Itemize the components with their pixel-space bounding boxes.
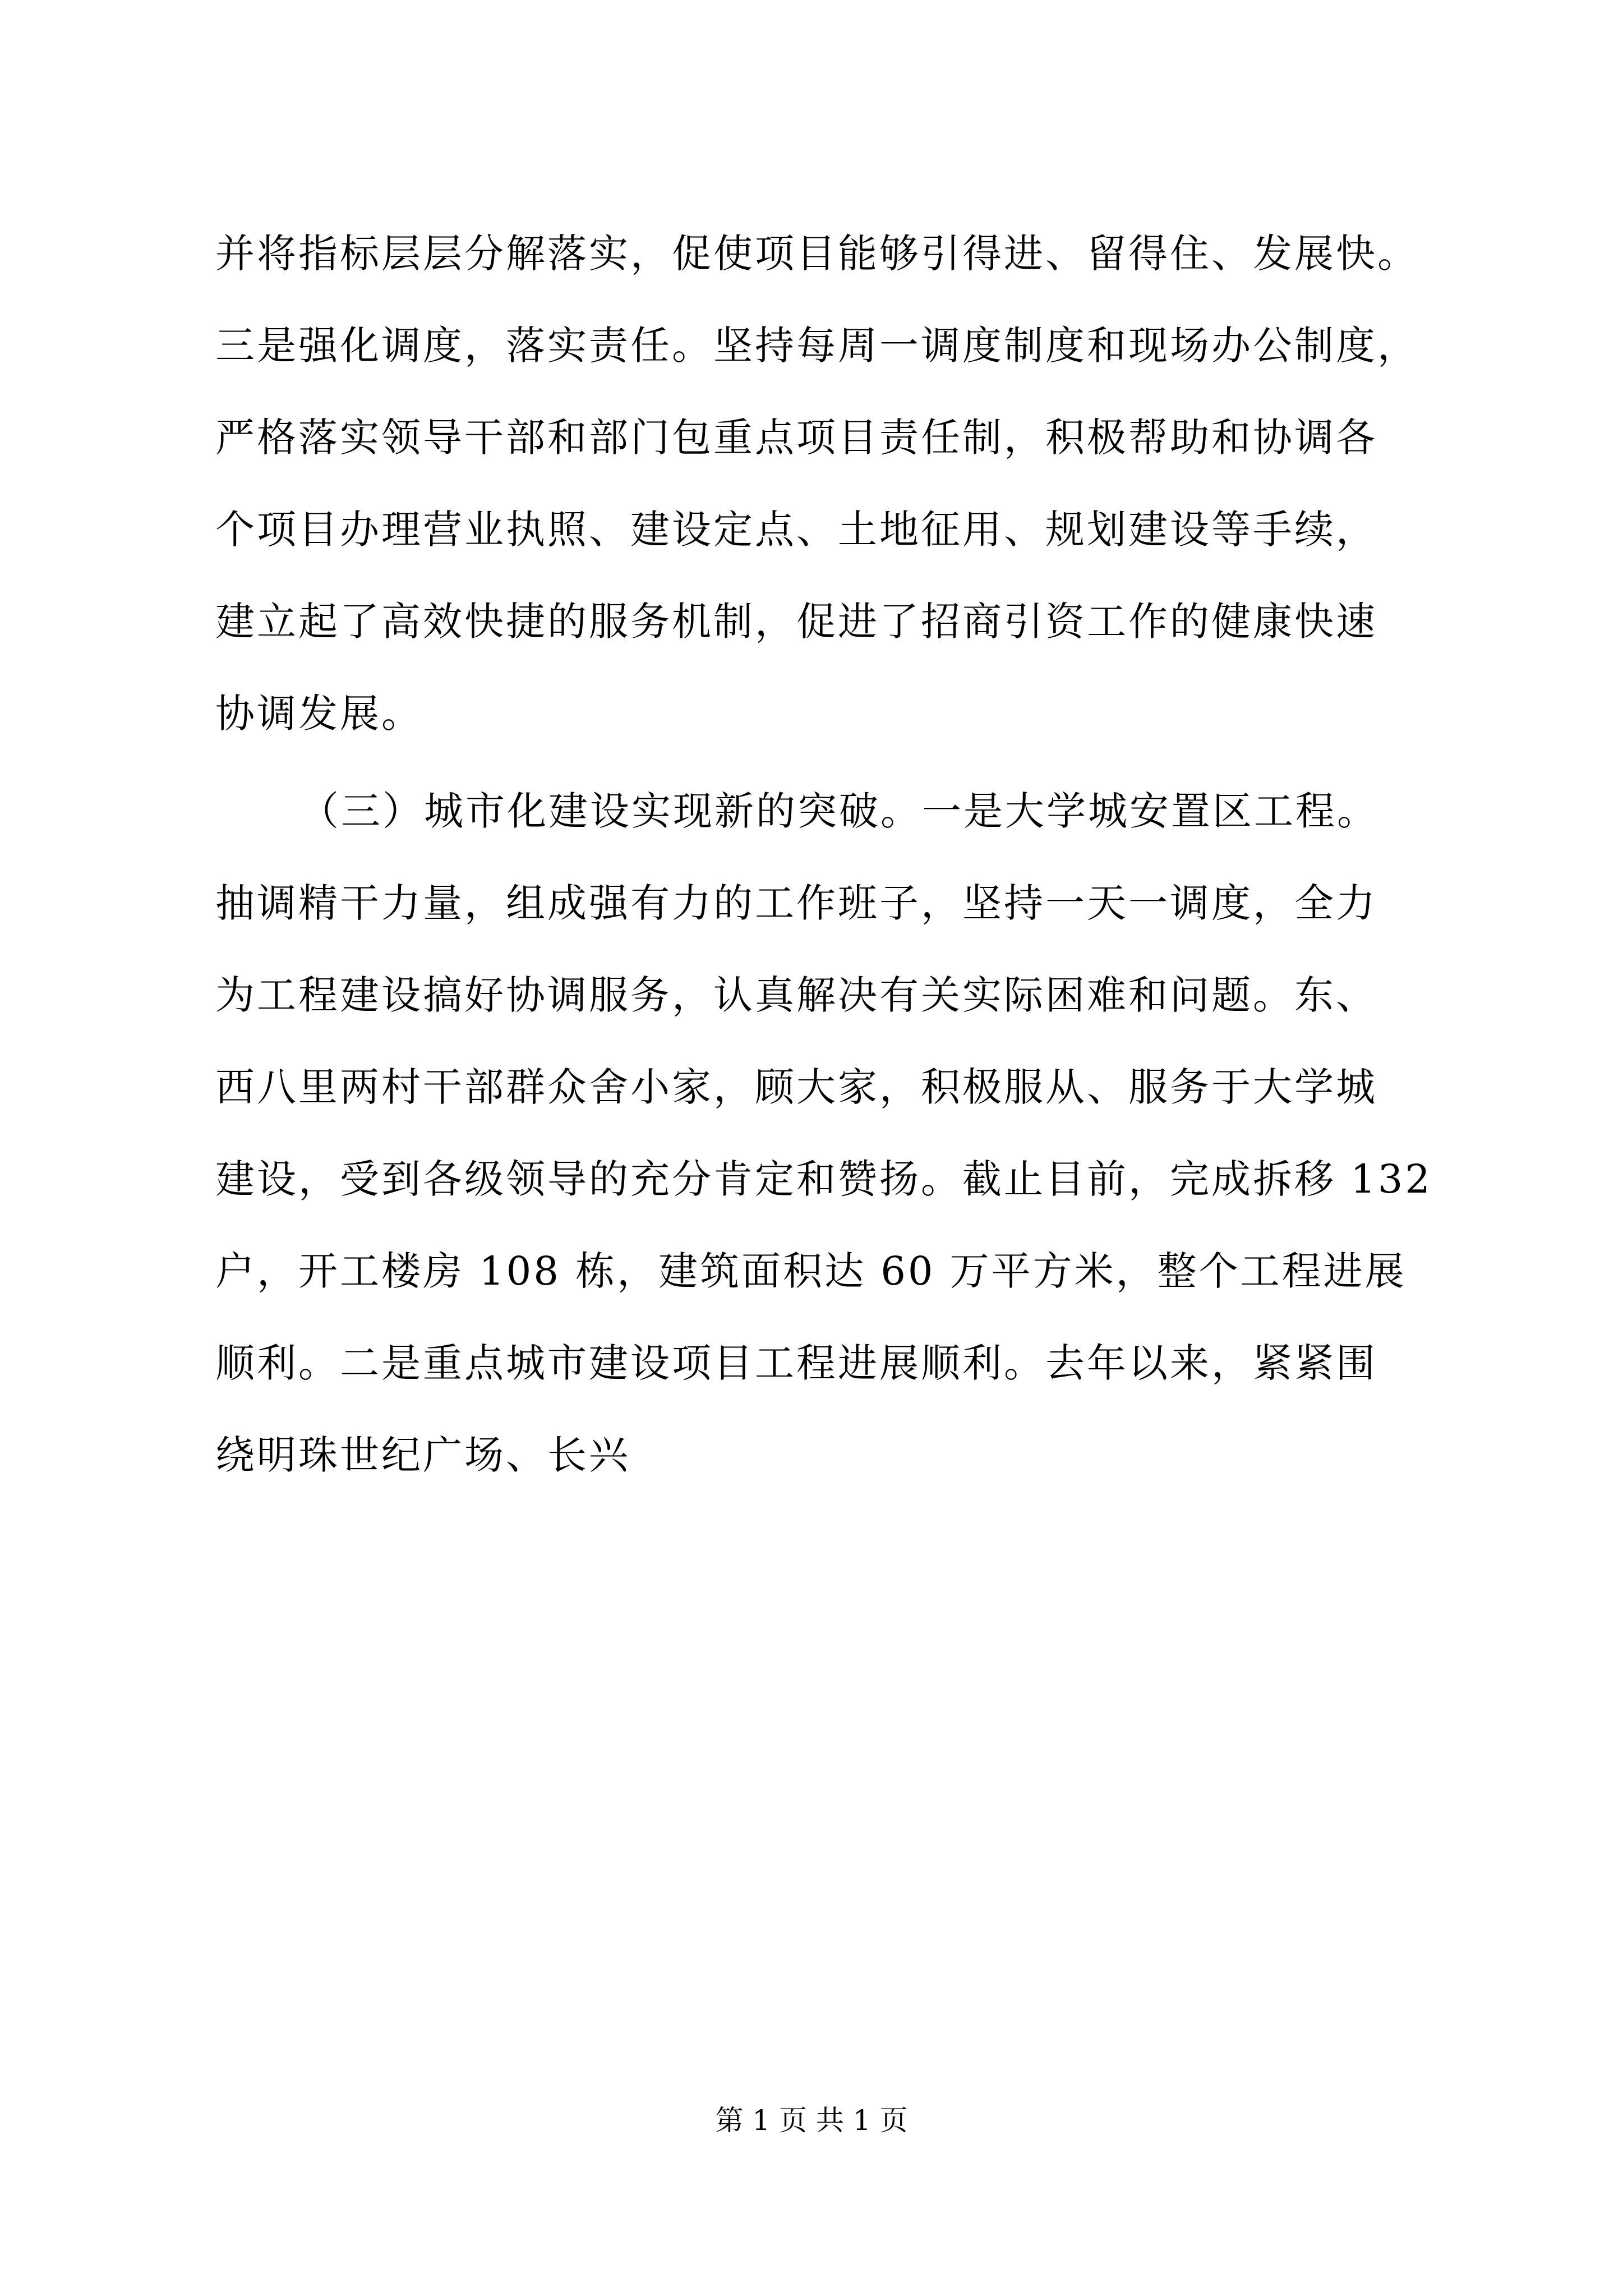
paragraph-1-line: 个项目办理营业执照、建设定点、土地征用、规划建设等手续， (215, 507, 1377, 553)
paragraph-2-line: （三）城市化建设实现新的突破。一是大学城安置区工程。 (299, 788, 1378, 834)
page-footer: 第 1 页 共 1 页 (715, 2104, 908, 2137)
document-body (215, 208, 1438, 1501)
paragraph-2-line: 绕明珠世纪广场、长兴 (215, 1432, 630, 1478)
paragraph-2-line: 户，开工楼房 108 栋，建筑面积达 60 万平方米，整个工程进展 (215, 1248, 1407, 1294)
paragraph-2-line: 西八里两村干部群众舍小家，顾大家，积极服从、服务于大学城 (215, 1064, 1377, 1110)
paragraph-1-line: 严格落实领导干部和部门包重点项目责任制，积极帮助和协调各 (215, 415, 1377, 461)
paragraph-1-line: 并将指标层层分解落实，促使项目能够引得进、留得住、发展快。 (215, 231, 1419, 277)
paragraph-2-line: 建设，受到各级领导的充分肯定和赞扬。截止目前，完成拆移 132 (215, 1156, 1432, 1202)
paragraph-1-line: 建立起了高效快捷的服务机制，促进了招商引资工作的健康快速 (215, 599, 1377, 645)
paragraph-1-line: 三是强化调度，落实责任。坚持每周一调度制度和现场办公制度， (215, 323, 1419, 369)
paragraph-1-line: 协调发展。 (215, 691, 423, 737)
paragraph-2-line: 为工程建设搞好协调服务，认真解决有关实际困难和问题。东、 (215, 972, 1377, 1018)
paragraph-2-line: 抽调精干力量，组成强有力的工作班子，坚持一天一调度，全力 (215, 880, 1377, 926)
paragraph-gap (215, 760, 1438, 765)
paragraph-2-line: 顺利。二是重点城市建设项目工程进展顺利。去年以来，紧紧围 (215, 1340, 1377, 1386)
